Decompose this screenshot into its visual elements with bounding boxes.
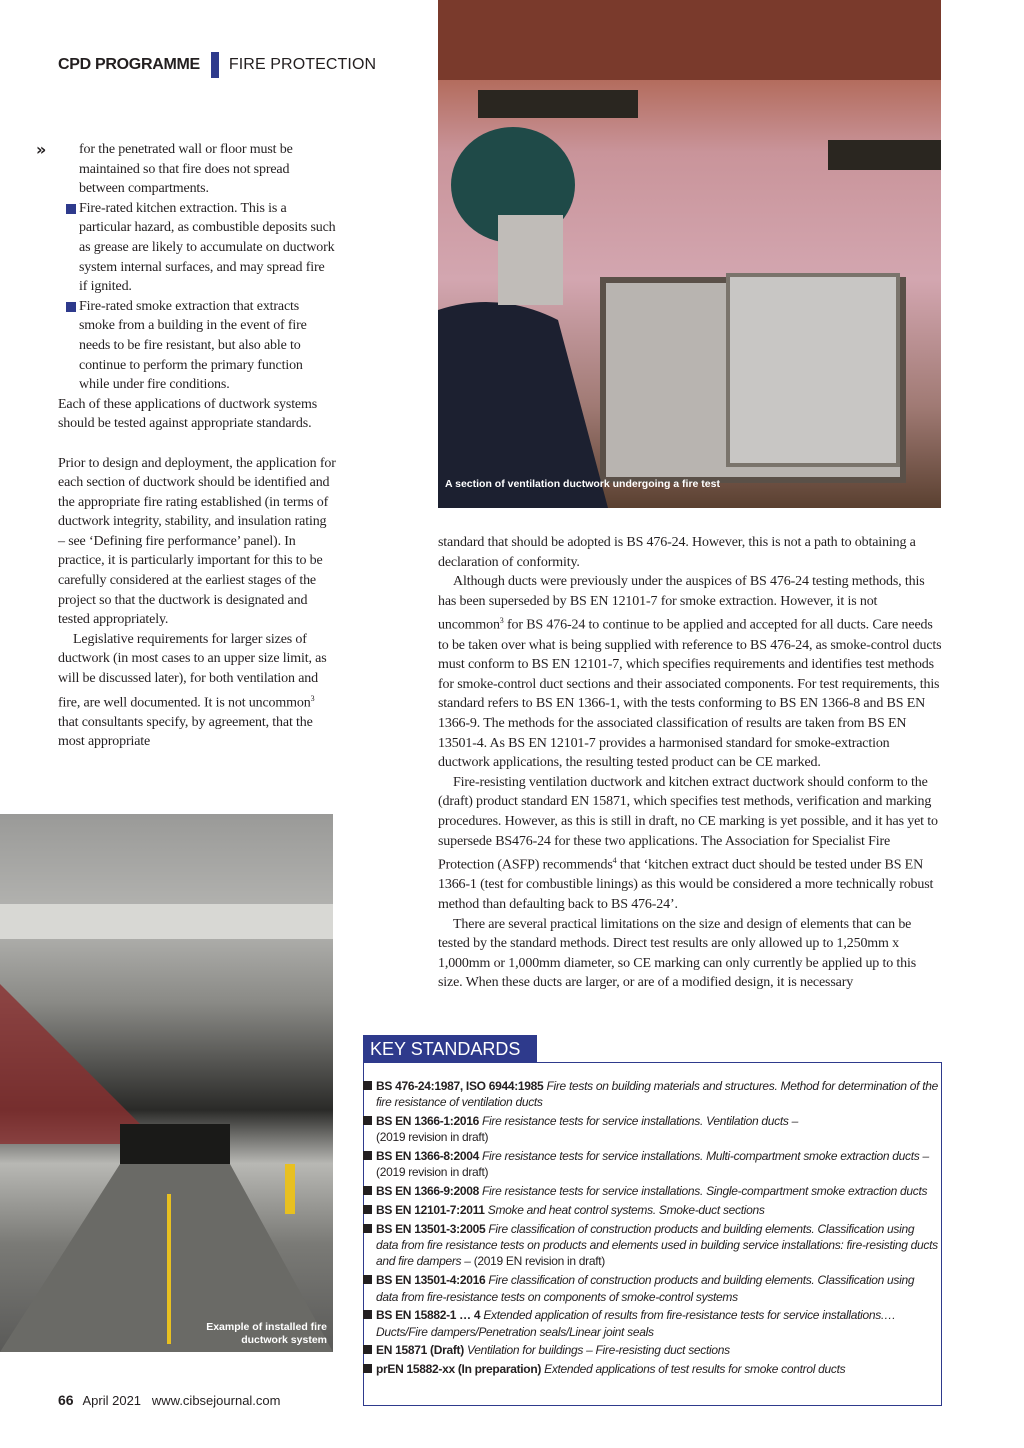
page-header: [58, 52, 376, 78]
standard-item: EN 15871 (Draft) Ventilation for buildings – Fire-resisting duct sections: [363, 1342, 938, 1358]
fire-test-photo: [438, 0, 941, 508]
page-footer: [58, 1392, 280, 1408]
paragraph: standard that should be adopted is BS 476-24. However, this is not a path to obtaining a declaration of conformity.: [438, 535, 916, 570]
header-divider: [211, 52, 219, 78]
paragraph: Legislative requirements for larger sizes of ductwork (in most cases to an upper size limit, as will be discussed later), for both ventilation and fire, are well documented. It is not uncommon$^3$ that consultants specify, by agreement, that the most appropriate: [58, 631, 327, 750]
installed-caption: Example of installed fire ductwork system: [206, 1321, 327, 1346]
standard-item: prEN 15882-xx (In preparation) Extended applications of test results for smoke control ducts: [363, 1361, 938, 1377]
page-number: 66: [58, 1392, 74, 1408]
paragraph: There are several practical limitations on the size and design of elements that can be tested by the standard methods. Direct test results are only allowed up to 1,250mm x 1,000mm or 1,000mm diameter, so CE marking can only currently be applied up to this size. When these ducts are larger, or are of a modified design, it is necessary: [438, 916, 917, 991]
paragraph: Although ducts were previously under the auspices of BS 476-24 testing methods, this has been superseded by BS EN 12101-7 for smoke extraction. However, it is not uncommon$^3$ for BS 476-24 to continue to be applied and accepted for all ducts. Care needs to be taken over what is being supplied with reference to BS 476-24, as smoke-control ducts must conform to BS EN 12101-7, which specifies requirements and identifies test methods for smoke-control duct sections and their associated components. For test requirements, this standard refers to BS EN 1366-1, with the tests conforming to BS EN 1366-8 and BS EN 1366-9. The methods for the associated classification of results are taken from BS EN 13501-4. As BS EN 12101-7 provides a harmonised standard for smoke-extraction ductwork applications, the resulting tested product can be CE marked.: [438, 574, 942, 771]
section-label: CPD PROGRAMME: [58, 56, 200, 73]
fire-test-caption: A section of ventilation ductwork undergoing a fire test: [445, 478, 720, 490]
standard-item: BS 476-24:1987, ISO 6944:1985 Fire tests on building materials and structures. Method for determination of the fire resistance of ventilation ducts: [363, 1078, 938, 1111]
right-column: [438, 533, 942, 993]
topic-label: FIRE PROTECTION: [228, 56, 377, 73]
key-standards-title: KEY STANDARDS: [363, 1035, 537, 1063]
intro-paragraph: for the penetrated wall or floor must be maintained so that fire does not spread between compartments.: [79, 142, 293, 197]
key-standards-list: [363, 1078, 938, 1380]
bullet-square-icon: [66, 204, 76, 214]
installed-ductwork-photo: [0, 814, 333, 1352]
fire-test-illustration: [438, 0, 941, 508]
car-park-illustration: [0, 814, 333, 1352]
paragraph: Each of these applications of ductwork systems should be tested against appropriate standards.: [58, 396, 318, 432]
standard-item: BS EN 15882-1 … 4 Extended application of results from fire-resistance tests for service installations.… Ducts/Fire dampers/Penetration seals/Linear joint seals: [363, 1307, 938, 1340]
issue-date: April 2021: [82, 1393, 142, 1408]
standard-item: BS EN 1366-8:2004 Fire resistance tests for service installations. Multi-compartment smoke extraction ducts – (2019 revision in draft): [363, 1148, 938, 1181]
standard-item: BS EN 13501-3:2005 Fire classification of construction products and building elements. Classification using data from fire resistance tests on products and elements used in building service installations: fire-resisting ducts and fire dampers – (2019 EN revision in draft): [363, 1221, 938, 1270]
paragraph: Prior to design and deployment, the application for each section of ductwork should be identified and the appropriate fire rating established (in terms of ductwork integrity, stability, and insulation rating – see ‘Defining fire performance’ panel). In practice, it is particularly important for this to be carefully considered at the earliest stages of the project so that the ductwork is designated and tested appropriately.: [58, 455, 336, 628]
website-link[interactable]: www.cibsejournal.com: [151, 1393, 281, 1408]
bullet-item: Fire-rated kitchen extraction. This is a particular hazard, as combustible deposits such as grease are likely to accumulate on ductwork system internal surfaces, and may spread fire if ignited.: [58, 199, 336, 297]
double-chevron-right-icon: »: [36, 140, 47, 159]
bullet-square-icon: [66, 302, 76, 312]
standard-item: BS EN 13501-4:2016 Fire classification of construction products and building elements. Classification using data from fire-resistance tests on components of smoke-control systems: [363, 1272, 938, 1305]
bullet-item: Fire-rated smoke extraction that extracts smoke from a building in the event of fire needs to be fire resistant, but also able to continue to perform the primary function while under fire conditions.: [58, 297, 336, 395]
standard-item: BS EN 1366-9:2008 Fire resistance tests for service installations. Single-compartment smoke extraction ducts: [363, 1183, 938, 1199]
paragraph: Fire-resisting ventilation ductwork and kitchen extract ductwork should conform to the (draft) product standard EN 15871, which specifies test methods, verification and marking procedures. However, as this is still in draft, no CE marking is yet possible, and it has yet to supersede BS476-24 for these two applications. The Association for Specialist Fire Protection (ASFP) recommends$^4$ that ‘kitchen extract duct should be tested under BS EN 1366-1 (test for combustible linings) as this would be considered a more technically robust method than defaulting back to BS 476-24’.: [438, 774, 938, 912]
standard-item: BS EN 1366-1:2016 Fire resistance tests for service installations. Ventilation ducts – (2019 revision in draft): [363, 1113, 938, 1146]
left-column: [58, 140, 336, 752]
standard-item: BS EN 12101-7:2011 Smoke and heat control systems. Smoke-duct sections: [363, 1202, 938, 1218]
